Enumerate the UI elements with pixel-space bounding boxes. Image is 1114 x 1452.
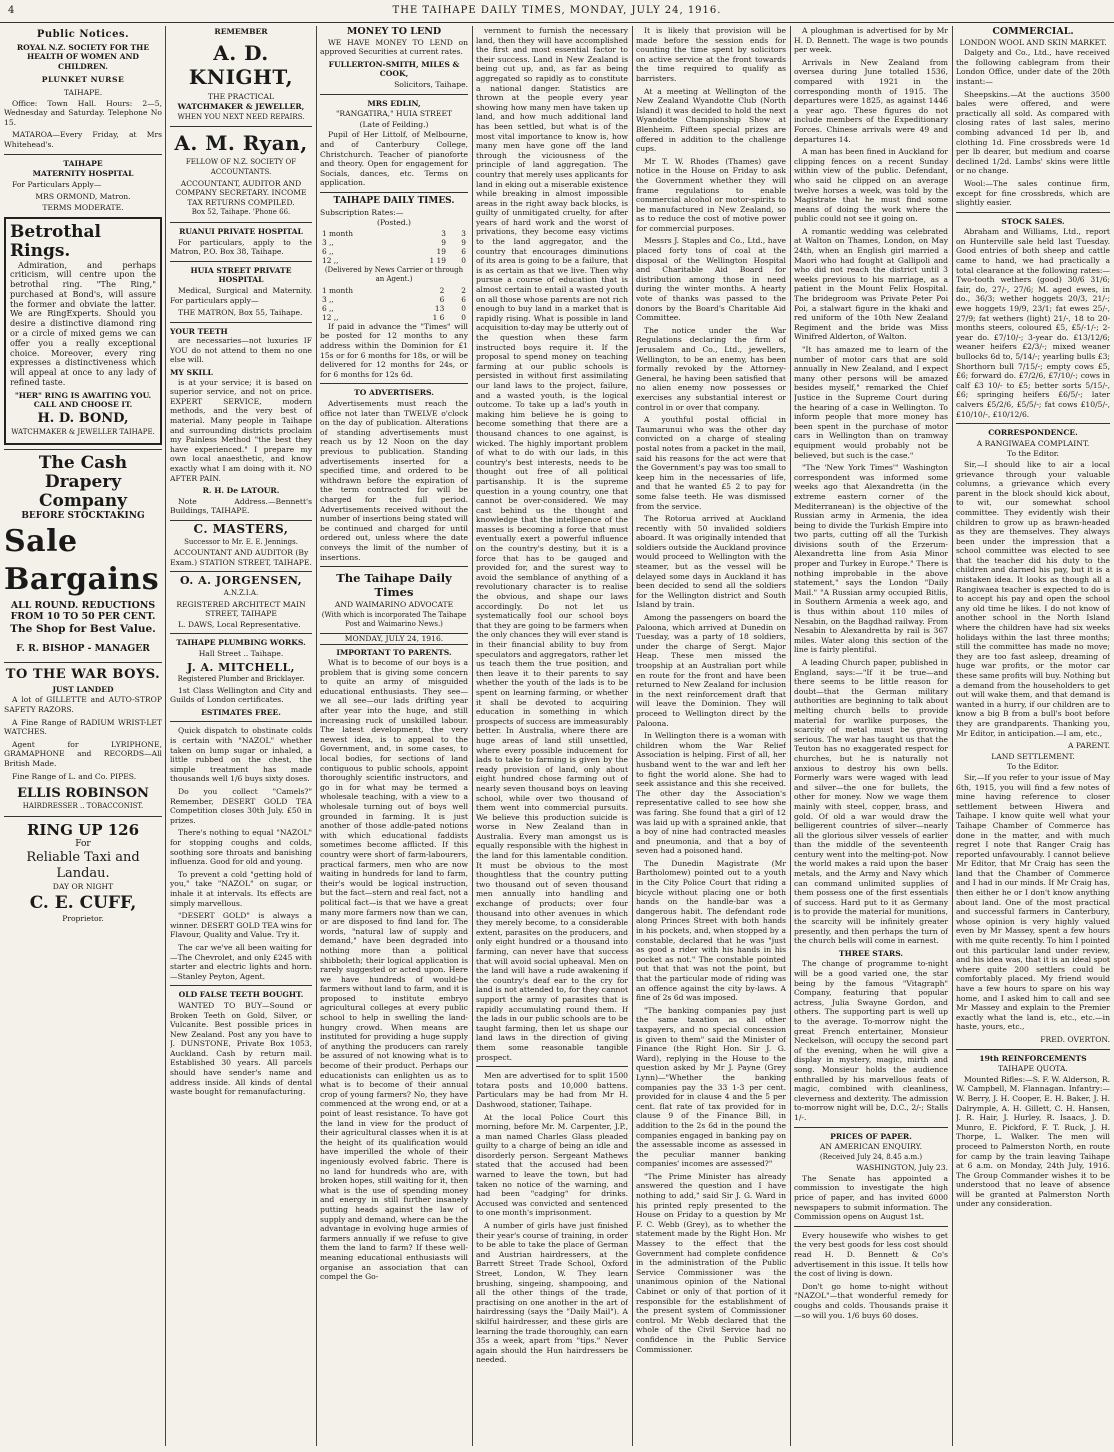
cuff-name: C. E. CUFF, <box>29 892 137 913</box>
divider <box>170 633 312 634</box>
rate-cell: 6 <box>439 294 445 304</box>
delatour-name: R. H. De LATOUR. <box>202 486 280 496</box>
remember: REMEMBER <box>214 27 268 36</box>
taxi-line: Reliable Taxi and <box>26 850 140 866</box>
day-night: DAY OR NIGHT <box>52 882 114 892</box>
masters-body: ACCOUNTANT AND AUDITOR (By Exam.) STATION STREET, TAIHAPE. <box>170 548 312 567</box>
rate-cell: 12 ,, <box>322 312 339 322</box>
divider <box>4 154 162 155</box>
war-relief-note: In Wellington there is a woman with children whom the War Relief Association is helping. First of all, her husband went to the war and left her to fight the world alone. She had to seek assistance and this she received. The other day the Association's representative called to see how she was faring. She found that a girl of 12 was laid up with a sprained ankle, that a boy of nine had contracted measles and pneumonia, and that a boy of seven had a poisoned hand. <box>636 731 786 856</box>
fullerton-name: FULLERTON-SMITH, MILES & COOK, <box>328 59 460 79</box>
rate-row <box>320 256 468 265</box>
ellis-robinson: ELLIS ROBINSON <box>17 786 149 802</box>
just-landed: JUST LANDED <box>52 684 114 694</box>
divider <box>170 126 312 127</box>
correspondence-heading: CORRESPONDENCE. <box>988 428 1078 438</box>
divider <box>4 816 162 817</box>
nazol-ad-3: To prevent a cold "getting hold of you," take "NAZOL" on sugar, or inhale it at intervals. Its effects are simply marvellous. <box>170 869 312 908</box>
ryan-heading: A. M. Ryan, <box>174 131 308 156</box>
stock-sales-heading: STOCK SALES. <box>1001 216 1065 226</box>
sheepskins-report: Sheepskins.—At the auctions 3500 bales were offered, and were practically all sold. As compared with closing rates of last sales, merino combing advanced 1d per lb, and clothing 1d. Fine crossbreds were 1d per lb dearer, but medium and coarse declined 1/2d. Lambs' skins were little or no change. <box>956 89 1110 176</box>
divider <box>4 662 162 663</box>
wyandotte-note: At a meeting at Wellington of the New Zealand Wyandotte Club (North Island) it was decided to hold the next Wyandotte Championship Show at Blenheim. Fifteen special prizes are offered in addition to the challenge cups. <box>636 86 786 154</box>
daws-line: L. DAWS, Local Representative. <box>178 619 301 629</box>
nazol-ad-1: Quick dispatch to obstinate colds is certain with "NAZOL" whether taken on lump sugar or inhaled, a little rubbed on the chest, the simple treatment has made thousands well 1/6 buys sixty doses. <box>170 726 312 784</box>
skill-heading: MY SKILL <box>170 368 213 378</box>
leader-article: What is to become of our boys is a problem that is giving some concern to quite an army of misguided educational enthusiasts. They see—we all see—our lads drifting year after year into the huge, and still increasing ruck of unskilled labour. The latest development, the very newest idea, is to appeal to the Government, and, in some cases, to local bodies, for sections of land contiguous to public schools, appoint thoroughly scientific instructors, and go in for what may be termed a wholesale teaching, with a view to a wholesale turning out of boys well grounded in farming. It is just another of those addle-pated notions with which educational faddists sometimes become afflicted. If this country were short of farm-labourers, practical farmers, men who are now waiting in hundreds for land to farm, their's would be logical instruction, but the fact—stern and real fact, not a political fact—is that we have a great many more farmers now than we can, or are disposed to find land for. The words, "natural law of supply and demand," have been degraded into nothing more than a political shibboleth; their logical application is rarely suggested or acted upon. Here we have hundreds of would-be farmers without land to farm, and it is proposed to institute embryo agricultural colleges at every public school to help in swelling the land-hungry crowd. When means are instituted for providing a huge supply of anything the producers can rarely be assured of not knowing what is to become of their product. Perhaps our educationists can enlighten us as to what is to become of their annual crop of young farmers? No, they have commenced at the wrong end, or at a point of least resistance. To have got the land in view for the product of their agricultural classes when it is at the height of its qualification would have imperilled the whole of their ingeniously evolved fabric. There is no land for hundreds who are, with broken hopes, still waiting for it, then what is the use of spending money and energy in still further insanely putting heads against the law of supply and demand, where can be the advantage in evolving huge armies of farmers annually if we refuse to give them the land to farm? If these well-meaning educational enthusiasts will organise an association that can compel the Go- <box>320 658 468 1282</box>
maternity-terms: TERMS MODERATE. <box>42 202 124 212</box>
her-ring: "HER" RING IS AWAITING YOU. CALL AND CHOOSE IT. <box>14 390 152 410</box>
leader-continued: vernment to furnish the necessary land, then they will have accomplished the first and most essential factor to their success. Land in New Zealand is being cut up, and, as far as being aggregated so rapidly as to constitute a national danger. Statistics are thrown at the people every year showing how many men have taken up land, and how much additional land has been settled, but what is of the most vital importance to know is, how many men have gone off the land through the viciousness of the principle of land aggregation. The country that merely uses applicants for land in eking out a miserable existence while breaking in almost impossible areas in the right away back blocks, is guilty of unmitigated cruelty, for after years of hard work and the worst of privations, they become easy victims to the land aggregator, and the country that encourages diminutions of its area is going to be a failure, that is as certain as that we live. Then why pursue a course of education that is almost certain to entail a wasted youth on all those whose parents are not rich enough to buy land in a market that is rapidly rising. What is possible in land acquisition to-day may be utterly out of the question when these farm instructed boys require it. If the proposal to spend money on teaching farming at our public schools is persisted in without first assimilating our land laws to the project, failure, and a wasted youth, is the logical outcome. To take up a lad's youth in making him believe he is going to become something that there are a thousand chances to one against, is wicked. The highly important problem of what to do with our lads, in this country's best interests, needs to be thought out free of all political partisanship. It is the supreme question in a young country, one that cannot be over-considered. We may cast behind us the thought and knowledge that the intelligence of the masses is becoming a force that must eventually exert a powerful influence on the country's destiny, but it is a force that has to be gauged and provided for, and the surest way to avoid the semblance of anything of a revolutionary character is to realise the obvious, and shape our laws accordingly. Do not let us systematically fool our school boys that they are going to be farmers when the only chances they will ever stand is in their financial ability to buy from speculators and aggregators, rather let us teach them the true position, and then leave it to their parents to say whether the youth of the lads is to be spent on learning farming, or whether it shall be devoted to acquiring education in something in which prospects of success are immeasurably better. In Australia, where there are huge areas of land still unsettled, where every possible inducement for lads to take to farming is given by the ready provision of land, only about eight hundred chose farming out of nearly seven thousand boys on leaving school, while over two thousand of them went into commercial pursuits. We believe this production suicide is worse in New Zealand than in Australia. Every man amongst us is equally responsible with the highest in the land for this lamentable condition. It must be obvious to the most thoughtless that the country putting two thousand out of seven thousand men annually into handling and exchange of products; over four thousand into other avenues in which they merely become, to a considerable extent, parasites on the producers, and only eight hundred or a thousand into farming, can never have that success that will avoid social upheaval. Men on the land will have a rude awakening if the country's deaf ear to the cry for land is not attended to, for they cannot support the army of parasites that is rapidly accumulating round them. If the lads in our public schools are to be taught farming, then let us shape our land laws in the direction of giving them some reasonable tangible prospect. <box>476 26 628 1062</box>
teeth-heading: YOUR TEETH <box>170 326 228 336</box>
royal-society-ad: ROYAL N.Z. SOCIETY FOR THE HEALTH OF WOMEN AND CHILDREN. <box>16 42 150 71</box>
stock-sales-body: Abraham and Williams, Ltd., report on Hunterville sale held last Tuesday. Good entries of both sheep and cattle came to hand, we had practically a total clearance at the following rates:—Two-tooth wethers (good) 30/6 31/6; fair, do, 27/-, 27/6; M. aged ewes, in do., 36/3; wether hoggets 20/3, 21/-; ewe hoggets 19/9, 23/1; fat ewes 25/-, 27/9; fat wethers (light) 21/-, 18 to 20-months steers, coloured £5, £5/-1/-; 2-year do. £7/10/-; 3-year do. £13/12/6; weaner heifers £2/3/-; mixed weaner bullocks 6d to, 5/14/-; yearling bulls £3; Shorthorn bull 7/15/-; empty cows £5, £6; forward do. £7/2/6, £7/10/-; cows in calf £3 10/- to £5; better sorts 5/15/-, £6; springing heifers £6/5/-; later calvers £5/2/6, £5/5/-; fat cows £10/5/-, £10/10/-, £10/12/6. <box>956 227 1110 419</box>
gillette-line: A lot of GILLETTE and AUTO-STROP SAFETY RAZORS. <box>4 695 162 715</box>
column-rule <box>316 26 317 1446</box>
notices-heading: Public Notices. <box>36 29 130 40</box>
plumbing-heading: TAIHAPE PLUMBING WORKS. <box>176 638 306 648</box>
hairdressers-note: A number of girls have just finished their year's course of training, in order to be able to take the place of German and Austrian hairdressers, at the Barrett Street Trade School, Oxford Street, London, W. They learn brushing, singeing, shampooing, and all the other things of the trade, practising on one another in the art of hairdressing (says the "Daily Mail"). A skilful hairdresser, and these girls are learning the trade thoroughly, can earn 35s a week, apart from "tips." Never again should the Hun hairdressers be needed. <box>476 1221 628 1365</box>
mitchell-body: 1st Class Wellington and City and Guilds of London certificates. <box>170 685 312 705</box>
knight-sub2: WATCHMAKER & JEWELLER, <box>177 102 305 112</box>
divider <box>320 192 468 193</box>
ring-for: For <box>75 838 91 849</box>
rate-row <box>320 247 468 256</box>
land-settlement-heading: LAND SETTLEMENT. <box>991 751 1075 761</box>
proprietor: Proprietor. <box>62 913 104 923</box>
skill-body: is at your service; it is based on superior service, and not on price. EXPERT SERVICE, modern methods, and the very best of material. Many people in Taihape and surrounding districts proclaim my Painless Method "the best they have experienced." I prepare my own local anaesthetic, and know exactly what I am doing with it. NO AFTER PAIN. <box>170 377 312 483</box>
bond-name: H. D. BOND, <box>37 411 129 427</box>
huia-body: Medical, Surgical and Maternity. For particulars apply— <box>170 285 312 305</box>
shop-slogan: The Shop for Best Value. <box>10 623 156 636</box>
reinforcements-heading: 19th REINFORCEMENTS <box>979 1053 1087 1063</box>
rate-cell: 0 <box>461 312 466 322</box>
rate-cell: 2 <box>439 285 445 295</box>
postal-note: A youthful postal official in Taumarunui who was the other day convicted on a charge of stealing postal notes from a packet in the mail, said his reasons for the act were that the Government's pay was too small to keep him in the necessaries of life, and that he wanted £5 2 to pay for some false teeth. He was dismissed from the service. <box>636 415 786 511</box>
to-editor-1: To the Editor. <box>1007 449 1059 459</box>
ruanui-body: For particulars, apply to the Matron, P.O. Box 38, Taihape. <box>170 237 312 257</box>
chevrolet-ad: The car we've all been waiting for—The Chevrolet, and only £245 with starter and electric lights and horn.—Stanley Peyton, Agent. <box>170 942 312 981</box>
knight-heading: A. D. KNIGHT, <box>188 40 294 89</box>
divider <box>170 721 312 722</box>
edlin-late: (Late of Feilding.) <box>359 119 429 129</box>
divider <box>170 261 312 262</box>
maternity-heading: MATERNITY HOSPITAL <box>32 169 134 179</box>
betrothal-body: Admiration, and perhaps criticism, will centre upon the betrothal ring. "The Ring," purchased at Bond's, will assure the former and obviate the latter. We are RingExperts. Should you desire a distinctive diamond ring or a circle of mixed gems we can offer you a really exceptional choice. Moreover, every ring expresses a distinctiveness which will appeal at once to any lady of refined taste. <box>10 259 156 388</box>
estimates-free: ESTIMATES FREE. <box>201 707 281 717</box>
paper-prices-body: The Senate has appointed a commission to investigate the high price of paper, and has invited 6000 newspapers to submit information. The Commission opens on August 1st. <box>794 1173 948 1222</box>
rate-cell: 13 <box>434 303 445 313</box>
false-teeth-heading: OLD FALSE TEETH BOUGHT. <box>178 990 304 1000</box>
false-teeth-body: WANTED TO BUY—Sound or Broken Teeth on Gold, Silver, or Vulcanite. Best possible prices in New Zealand. Post any you have to J. DUNSTONE, Private Box 1053, Auckland. Cash by return mail. Established 30 years. All parcels should have sender's name and address inside. All kinds of dental waste bought for remanufacturing. <box>170 1000 312 1097</box>
rate-cell: 6 <box>461 294 466 304</box>
knight-sub3: WHEN YOU NEXT NEED REPAIRS. <box>177 112 305 121</box>
divider <box>170 571 312 572</box>
edlin-heading: MRS EDLIN, <box>367 98 421 108</box>
delivered-label: (Delivered by News Carrier or through an Agent.) <box>324 265 464 284</box>
delatour-address: Note Address.—Bennett's Buildings, TAIHAPE. <box>170 496 312 516</box>
divider <box>170 520 312 521</box>
manager-name: F. R. BISHOP - MANAGER <box>16 643 150 655</box>
plunket-town: TAIHAPE. <box>63 87 103 97</box>
posted-label: (Posted.) <box>376 218 412 228</box>
rate-cell: 3 <box>461 228 466 238</box>
church-bells-note: A leading Church paper, published in England, says:—"If it be true—and there seems to be little reason for doubt—that the German military authorities are beginning to talk about melting church bells to provide material for warlike purposes, the scarcity of metal must be growing serious. The war has taught us that the Teuton has no exaggerated respect for churches, but he is naturally not anxious to destroy his own bells. Formerly wars were waged with lead and silver—the one for bullets, the other for money. Now we wage them mainly with steel, copper, brass, and gold. Of old a war would draw the belligerent countries of silver—nearly all the glorious silver vessels of earlier than the middle of the seventeenth century went into the melting-pot. Now the world makes a raid upon the baser metals, and the Army and Navy which can command unlimited supplies of them possess one of the first essentials of success. Hard put to it as Germany is to provide the material for munitions, the scarcity will be infinitely greater presently, and then perhaps the turn of the church bells will come in earnest. <box>794 658 948 946</box>
sale-heading: Sale <box>4 524 78 560</box>
cash-company-heading: Company <box>39 490 127 511</box>
divider <box>794 1127 948 1128</box>
american-enquiry: AN AMERICAN ENQUIRY. <box>819 1142 923 1152</box>
subscription-heading: Subscription Rates:— <box>320 207 404 217</box>
paper-title: The Taihape Daily Times <box>336 571 452 600</box>
rate-cell: 1 6 <box>432 312 445 322</box>
advertisers-body: Advertisements must reach the office not later than TWELVE o'clock on the day of publication. Alterations of standing advertisements must reach us by 12 Noon on the day previous to publication. Standing advertisements inserted for a specified time, and ordered to be withdrawn before the expiration of the term contracted for will be charged for the full period. Advertisements received without the number of insertions being stated will be continued and charged for until ordered out, unless where the date conveys the limit of the number of insertions. <box>320 399 468 562</box>
ploughman-note: A ploughman is advertised for by Mr H. D. Bennett. The wage is two pounds per week. <box>794 26 948 55</box>
to-editor-2: To the Editor. <box>1007 762 1059 772</box>
divider <box>476 1066 628 1067</box>
rate-cell: 1 month <box>322 228 353 238</box>
commercial-heading: COMMERCIAL. <box>992 26 1074 37</box>
washington-dateline: WASHINGTON, July 23. <box>856 1163 948 1173</box>
rate-cell: 9 <box>441 237 446 247</box>
money-body: WE HAVE MONEY TO LEND on approved Securities at current rates. <box>320 37 468 57</box>
rate-cell: 12 ,, <box>322 255 339 265</box>
magistrate-note: The Dunedin Magistrate (Mr Bartholomew) pointed out to a youth in the City Police Court that riding a bicycle without placing one or both hands on the handle-bar was a dangerous habit. The defendant rode along Princes Street with both hands in his pockets, and, when stopped by a constable, declared that he was "just as good a rider with his hands in his pocket as not." The constable pointed out that that was not the point, but that the particular mode of riding was an offence against the city by-laws. A fine of 2s 6d was imposed. <box>636 858 786 1003</box>
mitchell-heading: J. A. MITCHELL, <box>186 660 296 674</box>
advertisers-heading: TO ADVERTISERS. <box>354 388 434 398</box>
divider <box>794 1226 948 1227</box>
divider <box>320 94 468 95</box>
column-2-ads <box>170 26 312 1446</box>
column-rule <box>632 26 633 1446</box>
rate-cell: 0 <box>461 303 466 313</box>
column-rule <box>952 26 953 1446</box>
agent-line: Agent for LYRIPHONE, GRAMAPHONE and RECORDS—All British Made. <box>4 739 162 768</box>
divider <box>170 322 312 323</box>
plunket-office: Office: Town Hall. Hours: 2—5, Wednesday and Saturday. Telephone No 15. <box>4 98 162 127</box>
divider <box>956 423 1110 424</box>
jorgensen-sub: A.N.Z.I.A. <box>223 588 259 597</box>
delivered-rates-table <box>320 286 468 322</box>
nazol-note: Don't go home to-night without "NAZOL"—that wonderful remedy for coughs and colds. Thousands praise it—so will you. 1/6 buys 60 doses. <box>794 1281 948 1320</box>
bargains-heading: Bargains <box>4 562 160 598</box>
teeth-body: are necessaries—not luxuries IF YOU do not attend to them no one else will. <box>170 336 312 365</box>
quota-heading: TAIHAPE QUOTA. <box>998 1064 1068 1074</box>
arrivals-note: Arrivals in New Zealand from oversea during June totalled 1536, compared with 1921 in the corresponding month of 1915. The departures were 1825, as against 1446 a year ago. These figures do not include members of the Expeditionary Forces. Chinese arrivals were 49 and departures 14. <box>794 57 948 144</box>
overton-signature: FRED. OVERTON. <box>1040 1034 1110 1044</box>
parents-heading: IMPORTANT TO PARENTS. <box>336 647 452 657</box>
column-4 <box>476 26 628 1446</box>
motor-cars-note: "It has amazed me to learn of the number of motor cars that are sold annually in New Zealand, and I expect many other persons will be amazed besides myself," remarked the Chief Justice in the Supreme Court during the hearing of a case in Wellington. To inform people that more money has been spent in the purchase of motor cars in Wellington than on tramway equipment would probably not be believed, but such is the case." <box>794 345 948 460</box>
divider <box>170 985 312 986</box>
parent-signature: A PARENT. <box>1067 741 1110 751</box>
wool-market-heading: LONDON WOOL AND SKIN MARKET. <box>959 37 1107 47</box>
three-stars-body: The change of programme to-night will be a good varied one, the star being by the famous "Vitagraph" Company, featuring that popular actress, Julia Swayne Gordon, and others. The supporting part is well up to the average. To-morrow night the great French entertainer, Monsieur Neckelson, will occupy the second part of the evening, when he will give a display in mystery, magic, mirth and song. Monsieur holds the audience enthralled by his marvellous feats of magic, combined with cleanliness, cleverness and dexterity. The admission to-morrow night will be, D.C., 2/-; Stalls 1/-. <box>794 959 948 1122</box>
divider <box>320 383 468 384</box>
police-court-note: At the local Police Court this morning, before Mr. M. Carpenter, J.P., a man named Charles Glass pleaded guilty to a charge of being an idle and disorderly person. Sergeant Mathews stated that the accused had been warned to leave the town, but had taken no notice of the warning, and had been "cadging" for drinks. Accused was convicted and sentenced to one month's imprisonment. <box>476 1112 628 1218</box>
banking-note: "The banking companies pay just the same taxation as all other taxpayers, and no special concession is given to them" said the Minister of Finance (the Right Hon. Sir J. G. Ward), replying in the House to the question asked by Mr J. Payne (Grey Lynn)—"Whether the banking companies pay the 33 1-3 per cent. provided for in clause 4 and the 5 per cent. flat rate of tax provided for in clause 9 of the Finance Bill, in addition to the 2s 6d in the pound the companies engaged in banking pay on the assessable income as assessed in the peculiar manner banking companies' incomes are assessed?" <box>636 1005 786 1169</box>
ruanui-heading: RUANUI PRIVATE HOSPITAL <box>179 226 303 236</box>
rate-cell: 1 month <box>322 285 353 295</box>
column-6 <box>794 26 948 1446</box>
edlin-address: "RANGATIRA," HUIA STREET <box>335 109 453 119</box>
bond-sub: WATCHMAKER & JEWELLER TAIHAPE. <box>11 428 155 437</box>
rate-cell: 19 <box>436 246 446 256</box>
rate-cell: 6 <box>461 246 466 256</box>
wool-report: Wool:—The sales continue firm, except for fine crossbreds, which are slightly easier. <box>956 178 1110 208</box>
received-time: (Received July 24, 8.45 a.m.) <box>819 1152 923 1161</box>
rate-cell: 9 <box>461 237 466 247</box>
camels-ad: Do you collect "Camels?" Remember, DESERT GOLD TEA Competition closes 30th July. £50 in prizes. <box>170 787 312 825</box>
desert-gold-ad: "DESERT GOLD" is always a winner. DESERT GOLD TEA wins for Flavour, Quality and Value. Try it. <box>170 911 312 940</box>
masthead-title: THE TAIHAPE DAILY TIMES, MONDAY, JULY 24, 1916. <box>392 5 722 16</box>
rate-cell: 3 ,, <box>322 294 334 304</box>
plunket-heading: PLUNKET NURSE <box>41 75 125 85</box>
rotorua-note: The Rotorua arrived at Auckland recently with 50 invalided soldiers aboard. It was originally intended that soldiers outside the Auckland province would proceed to Wellington with the steamer, but as the vessel will be delayed some days in Auckland it has been decided to send all the soldiers for the Wellington district and South Island by train. <box>636 514 786 610</box>
ryan-sub: FELLOW OF N.Z. SOCIETY OF ACCOUNTANTS. <box>185 158 297 176</box>
maternity-particulars: For Particulars Apply— <box>12 179 102 189</box>
column-7 <box>956 26 1110 1446</box>
column-rule <box>472 26 473 1446</box>
totara-note: Men are advertised for to split 1500 totara posts and 10,000 battens. Particulars may be had from Mr H. Dashwood, stationer, Taihape. <box>476 1071 628 1109</box>
rangiwaea-letter: Sir,—I should like to air a local grievance through your valuable columns, a grievance which every parent in the block should kick about, to wit, our somewhat school committee. They evidently wish their children to grow up as brawn-headed as they are themselves. They always been under the impression that a school committee was elected to see that the teacher did his duty to the children and darned his pay, but it is a mistaken idea. It looks as though all a Rangiwaea teacher is expected to do is to accept his pay and open the school any old time he likes. I do not know of another school in the North Island where the children have had six weeks holidays within the last three months; still the committee has made no move; they are too fast asleep, dreaming of huge war profits, or the motor car these same profits will buy. Nothing but a demand from the householders to get out will wake them, and that demand is wanted in a hurry, if our children are to know a big B from a bull's boot before they are grandparents. Thanking you, Mr Editor, in anticipation.—I am, etc., <box>956 459 1110 738</box>
divider <box>4 449 162 450</box>
divider <box>170 222 312 223</box>
money-heading: MONEY TO LEND <box>346 26 442 37</box>
plumbing-address: Hall Street .. Taihape. <box>198 648 284 658</box>
paloona-note: Among the passengers on board the Paloona, which arrived at Dunedin on Tuesday, was a party of 18 soldiers, under the charge of Sergt. Major Heap. These men missed the troopship at an Australian port while en route for the front and have been returned to New Zealand for inclusion in the next reinforcement draft that will leave the Dominion. They will proceed to Wellington direct by the Paloona. <box>636 613 786 728</box>
reductions: ALL ROUND. REDUCTIONS FROM 10 TO 50 PER CENT. <box>10 600 156 623</box>
prime-minister-note: "The Prime Minister has already answered the question and I have nothing to add," said Sir J. G. Ward in his printed reply presented to the House on Friday to a question by Mr F. C. Webb (Grey), as to whether the statement made by the Right Hon. Mr Massey to the effect that the Government had complete confidence in the administration of the Public Service Commissioner was the unanimous opinion of the National Cabinet or only of that portion of it responsible for the establishment of the present system of Commissioner control. Mr Webb declared that the whole of the Civil Service had no confidence in the Public Service Commissioner. <box>636 1171 786 1354</box>
pipes-line: Fine Range of L. and Co. PIPES. <box>12 771 137 781</box>
rate-cell: 1 19 <box>429 255 446 265</box>
landau-line: Landau. <box>56 866 110 882</box>
edlin-body: Pupil of Her Littolf, of Melbourne, and of Canterbury College, Christchurch. Teacher of pianoforte and theory. Open for engagement for Socials, dances, etc. Terms on application. <box>320 130 468 188</box>
paper-sub: AND WAIMARINO ADVOCATE <box>334 600 454 610</box>
rate-row <box>320 304 468 313</box>
column-rule <box>165 26 166 1446</box>
masters-heading: C. MASTERS, <box>193 521 289 536</box>
ryan-body: ACCOUNTANT, AUDITOR AND COMPANY SECRETARY. INCOME TAX RETURNS COMPILED. <box>175 178 307 207</box>
divider <box>320 566 468 567</box>
dateline: MONDAY, JULY 24, 1916. <box>320 633 468 645</box>
rate-row <box>320 313 468 322</box>
ryan-box: Box 52, Taihape. 'Phone 66. <box>191 208 291 217</box>
rate-cell: 2 <box>461 285 466 295</box>
paper-prices-heading: PRICES OF PAPER. <box>830 1131 912 1141</box>
column-3 <box>320 26 468 1446</box>
clipping-note: A man has been fined in Auckland for clipping fences on a recent Sunday within view of the public. Defendant, who said he clipped on an average twelve horses a week, was told by the Magistrate that he must find some means of doing the work where the public could not see it going on. <box>794 147 948 224</box>
knight-sub1: THE PRACTICAL <box>207 91 275 101</box>
rate-cell: 3 ,, <box>322 237 334 247</box>
wedding-note: A romantic wedding was celebrated at Walton on Thames, London, on May 24th, when an English girl married a Maori who had fought at Gallipoli and who did not reach the district until 3 weeks previous to his marriage, as a patient in the Mount Felix Hospital. The bridegroom was Private Peter Poi Poi, a stalwart figure in the khaki and red uniform of the 10th New Zealand Regiment and the bride was Miss Winifred Alderton, of Walton. <box>794 226 948 342</box>
land-letter: Sir,—If you refer to your issue of May 6th, 1915, you will find a few notes of mine having reference to closer settlement between Hiwera and Taihape. I know quite well what your Taihape Chamber of Commerce has done in the matter, and with much regret I note that Ranger Craig has reported unfavourably. I cannot believe Mr Editor, that Mr Craig has seen the land that the Chamber of Commerce and I had in our minds. If Mr Craig has, then either he or I don't know anything about land. One of the most practical and successful farmers in Canterbury, whose opinion is very highly valued even by Mr Massey, spent a few hours with me quite recently. To him I pointed out this particular land under review, and his idea was, that it is an ideal spot where quite 200 settlers could be comfortably placed. My friend would have a few hours to spare on his way home, and I asked him to call and see Mr Massey and explain to the Premier exactly what the land is, etc., etc.—in haste, yours, etc., <box>956 772 1110 1032</box>
page-number: 4 <box>8 5 16 16</box>
maternity-town: TAIHAPE <box>63 158 103 168</box>
rate-cell: 6 ,, <box>322 303 334 313</box>
posted-rates-table <box>320 229 468 265</box>
nazol-ad-2: There's nothing to equal "NAZOL" for stopping coughs and colds, soothing sore throats and banishing influenza. Good for old and young. <box>170 828 312 867</box>
maternity-matron: MRS ORMOND, Matron. <box>35 192 131 202</box>
paper-note: (With which is incorporated The Taihape Post and Waimarino News.) <box>321 610 467 629</box>
rate-row <box>320 286 468 295</box>
rate-row <box>320 238 468 247</box>
masthead <box>0 0 1114 23</box>
advance-note: If paid in advance the "Times" will be posted for 12 months to any address within the Dominion for £1 15s or for 6 months for 18s, or will be delivered for 12 months for 24s, or for 6 months for 12s 6d. <box>320 321 468 379</box>
rate-cell: 3 <box>441 228 446 238</box>
rate-row <box>320 229 468 238</box>
divider <box>956 1049 1110 1050</box>
solicitors: Solicitors, Taihape. <box>394 79 468 89</box>
mitchell-sub: Registered Plumber and Bricklayer. <box>177 675 305 684</box>
huia-matron: THE MATRON, Box 55, Taihape. <box>178 308 303 318</box>
staples-note: Messrs J. Staples and Co., Ltd., have placed forty tons of coal at the disposal of the Wellington Hospital and Charitable Aid Board for distribution among those in need during the winter months. A hearty vote of thanks was passed to the donors by the Board's Charitable Aid Committee. <box>636 236 786 323</box>
column-1-ads <box>4 26 162 1446</box>
dalgety-intro: Dalgety and Co., Ltd., have received the following cablegram from their London Office, under date of the 20th instant:— <box>956 48 1110 86</box>
huia-heading: HUIA STREET PRIVATE HOSPITAL <box>190 265 292 285</box>
rangiwaea-heading: A RANGIWAEA COMPLAINT. <box>976 438 1090 448</box>
column-5 <box>636 26 786 1446</box>
three-stars-heading: THREE STARS. <box>838 948 904 958</box>
alexandretta-note: "The 'New York Times'" Washington correspondent was informed some weeks ago that Alexandretta (in the extreme eastern corner of the Mediterranean) is the objective of the Russian army in Armenia, the idea being to divide the Turkish Empire into two parts, cutting off all the Turkish divisions south of the Erzerum-Alexandretta line from Asia Minor proper and Turkey in Europe." There is nothing improbable in the above statement," says the London "Daily Mail." "A Russian army occupied Bitlis, in Southern Armenia a week ago, and is thus within about 110 miles of Nesabin, on the Bagdhad railway. From Nesabin to Alexandretta by rail is 367 miles. Water along this section of the line is fairly plentiful. <box>794 463 948 655</box>
jorgensen-body: REGISTERED ARCHITECT MAIN STREET, TAIHAPE <box>176 599 306 619</box>
betrothal-rings-ad <box>4 217 162 445</box>
stocktaking: BEFORE STOCKTAKING <box>21 510 145 521</box>
rate-cell: 6 ,, <box>322 246 334 256</box>
jorgensen-heading: O. A. JORGENSEN, <box>179 574 303 588</box>
masters-sub: Successor to Mr. E. E. Jennings. <box>184 537 298 546</box>
ring-up: RING UP 126 <box>26 820 140 839</box>
mataroa-note: MATAROA—Every Friday, at Mrs Whitehead's. <box>4 130 162 149</box>
ellis-sub: HAIRDRESSER .. TOBACCONIST. <box>22 802 144 811</box>
rhodes-note: Mr T. W. Rhodes (Thames) gave notice in the House on Friday to ask the Government whether they will frame regulations to enable commercial alcohol or motor-spirits to be manufactured in New Zealand, so as to reduce the cost of motive power for commercial purposes. <box>636 156 786 233</box>
rate-row <box>320 295 468 304</box>
radium-line: A Fine Range of RADIUM WRIST-LET WATCHES. <box>4 717 162 737</box>
betrothal-heading: Betrothal Rings. <box>10 221 102 261</box>
divider <box>956 212 1110 213</box>
jerusalem-note: The notice under the War Regulations declaring the firm of Jerusalem and Co., Ltd., jewellers, Wellington, to be an enemy, has been formally revoked by the Attorney-General, he having been satisfied that no alien enemy now possesses or exercises any substantial interest or control in or over that company. <box>636 325 786 412</box>
tdt-heading: TAIHAPE DAILY TIMES. <box>333 195 455 206</box>
quota-body: Mounted Rifles:—S. F. W. Alderson, R. W. Campbell, M. Flannagan. Infantry:—W. Berry, J. H. Cooper, E. H. Baker, J. H. Dalrymple, A. H. Gillett, C. H. Hansen, J. R. Hair, J. Hurley, R. Isaacs, J. D. Munro, E. Pickford, F. T. Ruck, J. H. Thorpe, L. Walker. The men will proceed to Palmerston North, en route for camp by the train leaving Taihape at 6 a.m. on Monday, 24th July, 1916. The Group Commander wishes it to be understood that no leave of absence will be granted at Palmerston North under any consideration. <box>956 1074 1110 1209</box>
housewife-note: Every housewife who wishes to get the very best goods for less cost should read H. D. Bennett & Co's advertisement in this issue. It tells how the cost of living is down. <box>794 1230 948 1279</box>
column-rule <box>790 26 791 1446</box>
cash-drapery-heading: The Cash Drapery <box>38 452 128 492</box>
war-boys-heading: TO THE WAR BOYS. <box>5 666 161 682</box>
solicitors-note: It is likely that provision will be made before the session ends for counting the time spent by solicitors on active service at the front towards the time required to qualify as barristers. <box>636 26 786 83</box>
rate-cell: 0 <box>461 255 466 265</box>
